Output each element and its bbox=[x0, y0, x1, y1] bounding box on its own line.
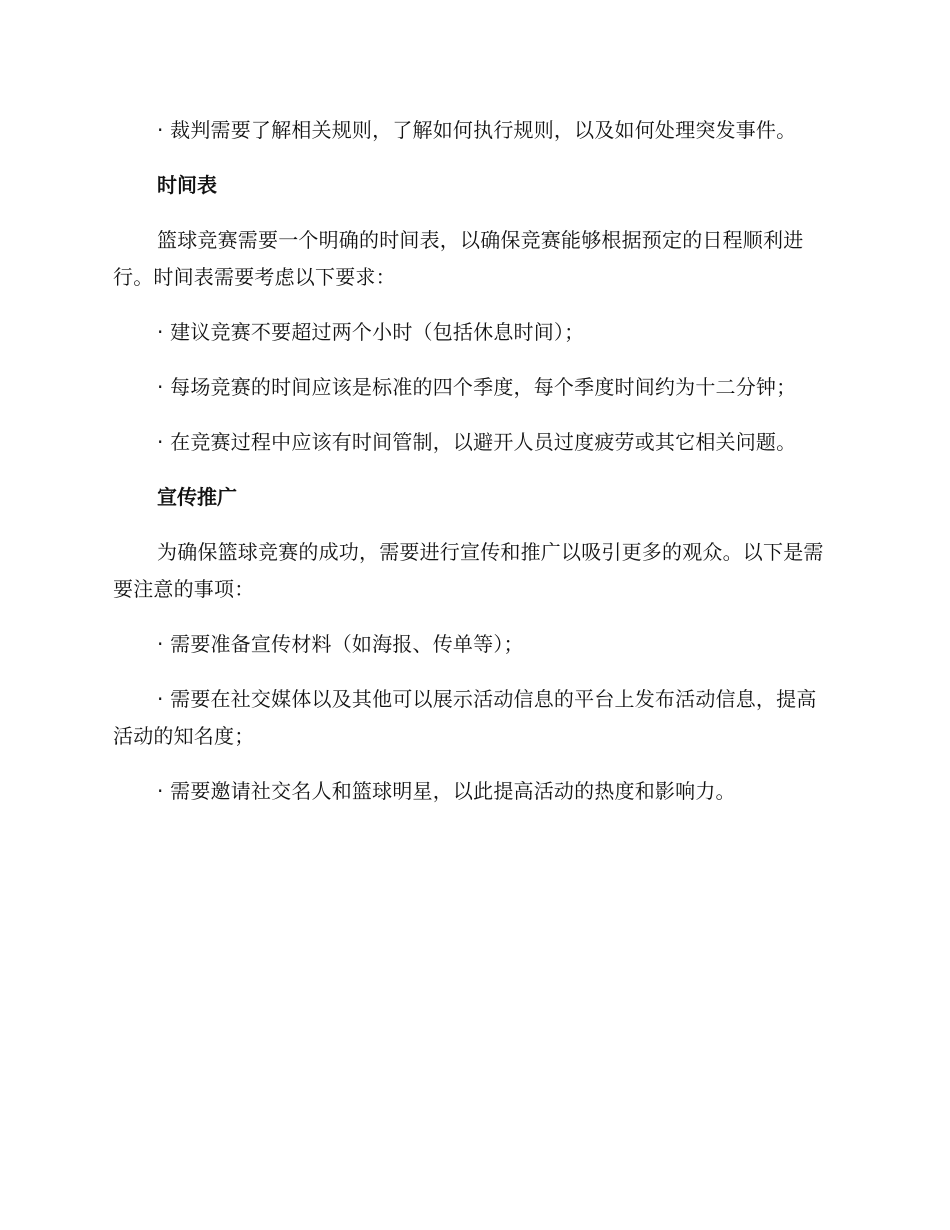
referee-rules-bullet: · 裁判需要了解相关规则，了解如何执行规则，以及如何处理突发事件。 bbox=[157, 118, 797, 142]
promotion-intro-paragraph: 为确保篮球竞赛的成功，需要进行宣传和推广以吸引更多的观众。以下是需要注意的事项： bbox=[113, 540, 824, 601]
schedule-intro-paragraph: 篮球竞赛需要一个明确的时间表，以确保竞赛能够根据预定的日程顺利进行。时间表需要考虑以下要求： bbox=[113, 228, 804, 289]
schedule-bullet-duration: · 建议竞赛不要超过两个小时（包括休息时间）； bbox=[157, 320, 585, 344]
promotion-heading: 宣传推广 bbox=[157, 485, 237, 509]
schedule-bullet-time-control: · 在竞赛过程中应该有时间管制，以避开人员过度疲劳或其它相关问题。 bbox=[157, 430, 797, 454]
promotion-bullet-social-media: · 需要在社交媒体以及其他可以展示活动信息的平台上发布活动信息，提高活动的知名度； bbox=[113, 687, 817, 748]
schedule-bullet-quarters: · 每场竞赛的时间应该是标准的四个季度，每个季度时间约为十二分钟； bbox=[157, 375, 797, 399]
document-body bbox=[113, 112, 835, 810]
promotion-bullet-materials: · 需要准备宣传材料（如海报、传单等）； bbox=[157, 632, 524, 656]
schedule-heading: 时间表 bbox=[157, 173, 217, 197]
promotion-bullet-celebrities: · 需要邀请社交名人和篮球明星，以此提高活动的热度和影响力。 bbox=[157, 779, 736, 803]
